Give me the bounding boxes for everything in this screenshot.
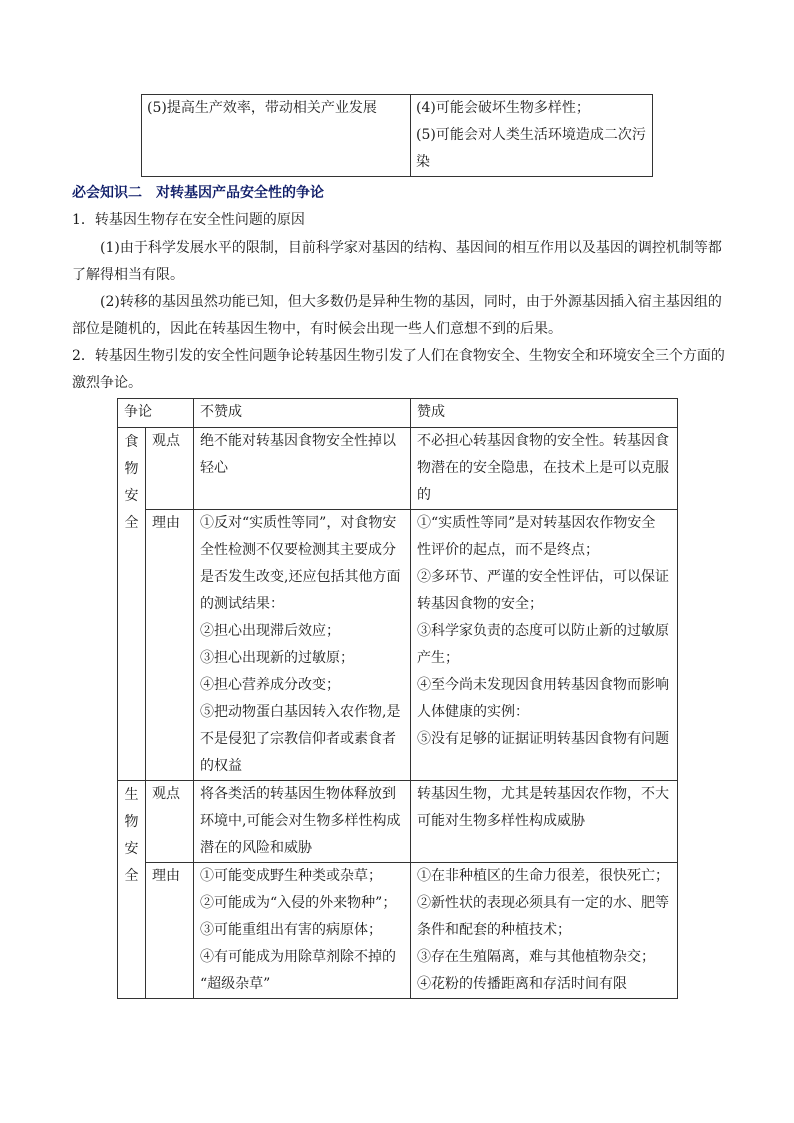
cell-line: ①“实质性等同”是对转基因农作物安全: [417, 515, 656, 531]
section-subtitle: 对转基因产品安全性的争论: [156, 185, 324, 201]
cell-line: 转基因食物的安全；: [417, 596, 543, 612]
debate-table: [117, 398, 678, 999]
cell-line: 转基因生物，尤其是转基因农作物，不大: [417, 786, 669, 802]
cell-line: 是否发生改变,还应包括其他方面: [200, 569, 401, 585]
food-view-for: [411, 428, 678, 510]
header-for: 赞成: [411, 399, 678, 428]
header-debate: 争论: [118, 399, 194, 428]
table-row: [118, 863, 678, 999]
table-row: [118, 428, 678, 510]
top-right-line1: (4)可能会破坏生物多样性；: [416, 100, 590, 116]
food-reason-label: 理由: [146, 510, 194, 781]
cell-line: ③可能重组出有害的病原体；: [200, 922, 382, 938]
cell-line: 的测试结果：: [200, 596, 284, 612]
food-view-against: [194, 428, 411, 510]
cell-line: ②多环节、严谨的安全性评估，可以保证: [417, 569, 669, 585]
paragraph-1a-line2: 了解得相当有限。: [72, 267, 184, 283]
paragraph-1a-line1: (1)由于科学发展水平的限制，目前科学家对基因的结构、基因间的相互作用以及基因的调控机制等都: [100, 240, 722, 256]
top-left-cell: [142, 95, 411, 177]
paragraph-1b-line2: 部位是随机的，因此在转基因生物中，有时候会出现一些人们意想不到的后果。: [72, 321, 562, 337]
food-view-label: 观点: [146, 428, 194, 510]
cell-line: 可能对生物多样性构成威胁: [417, 813, 585, 829]
food-safety-label: [118, 428, 146, 781]
cell-line: 性评价的起点，而不是终点；: [417, 542, 599, 558]
cell-line: ②新性状的表现必须具有一定的水、肥等: [417, 895, 669, 911]
bio-safety-label: [118, 781, 146, 999]
cell-line: ③担心出现新的过敏原；: [200, 650, 354, 666]
cell-line: 的权益: [200, 758, 242, 774]
food-label-char: 全: [124, 515, 139, 531]
bio-view-against: [194, 781, 411, 863]
table-row: [118, 510, 678, 781]
food-label-char: 物: [124, 461, 139, 477]
table-row: [118, 781, 678, 863]
cell-line: “超级杂草”: [200, 976, 271, 992]
bio-label-char: 生: [124, 787, 139, 803]
bio-label-char: 安: [124, 841, 139, 857]
food-reason-against: [194, 510, 411, 781]
bio-reason-label: 理由: [146, 863, 194, 999]
cell-line: 人体健康的实例：: [417, 704, 529, 720]
cell-line: ②可能成为“入侵的外来物种”；: [200, 895, 397, 911]
cell-line: ③存在生殖隔离，难与其他植物杂交；: [417, 949, 655, 965]
cell-line: ④花粉的传播距离和存活时间有限: [417, 976, 627, 992]
top-left-text: (5)提高生产效率，带动相关产业发展: [147, 100, 377, 116]
top-table: [141, 94, 653, 177]
cell-line: ④担心营养成分改变；: [200, 677, 340, 693]
top-right-line2: (5)可能会对人类生活环境造成二次污: [416, 127, 646, 143]
cell-line: 不必担心转基因食物的安全性。转基因食: [417, 433, 669, 449]
header-against: 不赞成: [194, 399, 411, 428]
section-heading: [72, 181, 324, 205]
bio-label-char: 物: [124, 814, 139, 830]
cell-line: 物潜在的安全隐患，在技术上是可以克服: [417, 460, 669, 476]
paragraph-1-heading: 1．转基因生物存在安全性问题的原因: [72, 212, 305, 228]
bio-view-for: [411, 781, 678, 863]
paragraph-1b-line1: (2)转移的基因虽然功能已知，但大多数仍是异种生物的基因，同时，由于外源基因插入宿主基因组的: [100, 294, 722, 310]
cell-line: 不是侵犯了宗教信仰者或素食者: [200, 731, 396, 747]
cell-line: ③科学家负责的态度可以防止新的过敏原: [417, 623, 669, 639]
food-label-char: 食: [124, 434, 139, 450]
cell-line: 绝不能对转基因食物安全性掉以: [200, 433, 396, 449]
cell-line: 条件和配套的种植技术；: [417, 922, 571, 938]
bio-label-char: 全: [124, 868, 139, 884]
cell-line: 轻心: [200, 460, 228, 476]
bio-view-label: 观点: [146, 781, 194, 863]
paragraph-2-line1: 2．转基因生物引发的安全性问题争论转基因生物引发了人们在食物安全、生物安全和环境安全三个方面的: [72, 348, 725, 364]
bio-reason-for: [411, 863, 678, 999]
table-header-row: [118, 399, 678, 428]
top-right-line3: 染: [416, 154, 430, 170]
cell-line: ①可能变成野生种类或杂草；: [200, 868, 382, 884]
cell-line: ②担心出现滞后效应；: [200, 623, 340, 639]
top-right-cell: [411, 95, 653, 177]
food-label-char: 安: [124, 488, 139, 504]
cell-line: ④至今尚未发现因食用转基因食物而影响: [417, 677, 669, 693]
section-title: 必会知识二: [72, 185, 142, 201]
food-reason-for: [411, 510, 678, 781]
cell-line: ④有可能成为用除草剂除不掉的: [200, 949, 396, 965]
cell-line: 潜在的风险和威胁: [200, 840, 312, 856]
bio-reason-against: [194, 863, 411, 999]
paragraph-2-line2: 激烈争论。: [72, 375, 142, 391]
cell-line: 环境中,可能会对生物多样性构成: [200, 813, 401, 829]
cell-line: ⑤把动物蛋白基因转入农作物,是: [200, 704, 401, 720]
cell-line: 将各类活的转基因生物体释放到: [200, 786, 396, 802]
cell-line: ⑤没有足够的证据证明转基因食物有问题: [417, 731, 669, 747]
cell-line: ①反对“实质性等同”，对食物安: [200, 515, 397, 531]
cell-line: 全性检测不仅要检测其主要成分: [200, 542, 396, 558]
cell-line: 产生；: [417, 650, 459, 666]
cell-line: 的: [417, 487, 431, 503]
cell-line: ①在非种植区的生命力很差，很快死亡；: [417, 868, 669, 884]
